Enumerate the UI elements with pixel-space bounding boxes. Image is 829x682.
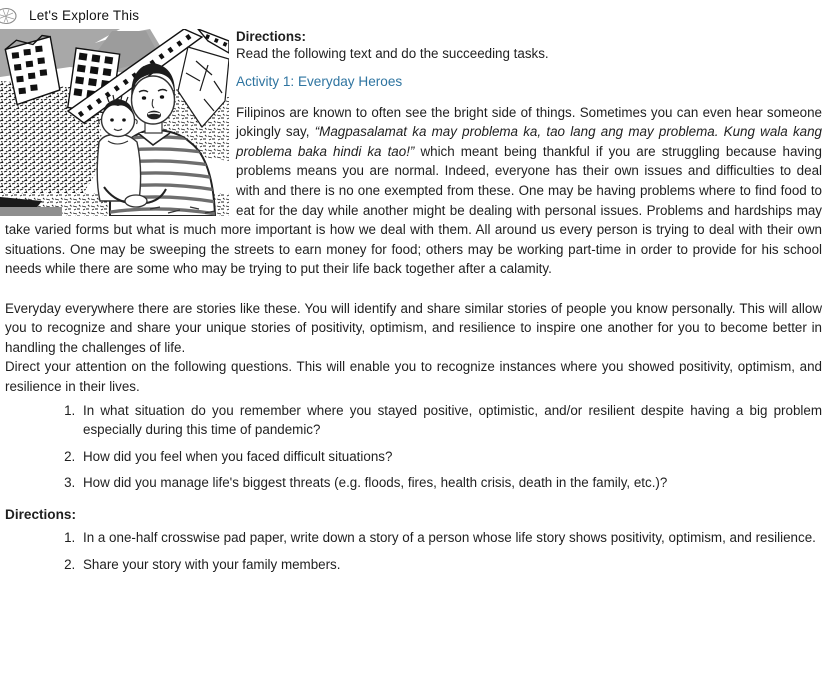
task-list (5, 528, 822, 574)
directions-top-label: Directions: (236, 29, 306, 44)
directions-top-text: Read the following text and do the succeeding tasks. (236, 45, 549, 61)
question-list (5, 401, 822, 493)
question-item-3: 3. How did you manage life's biggest threats (e.g. floods, fires, health crisis, death in the family, etc.)? (79, 473, 822, 493)
paragraph-2: Everyday everywhere there are stories like these. You will identify and share similar stories of people you know personally. This will allow you to recognize and share your unique stories of positivity, optimism, and resilience to inspire one another for you to become better in handling the challenges of life. (5, 300, 822, 355)
paragraph-1-lead: Filipinos are known to often see the bright side of things. Sometimes you can even hear someone jokingly say, (236, 104, 822, 140)
task-item-2: 2. Share your story with your family members. (79, 555, 822, 575)
task-item-1: 1. In a one-half crosswise pad paper, write down a story of a person whose life story shows positivity, optimism, and resilience. (79, 528, 822, 548)
paragraph-1-rest: which meant being thankful if you are struggling because having problems means you are normal. Indeed, everyone has their own issues and difficulties to deal with and there is no one exempted from these. One may be having problems where to find food to eat for the day while another might be dealing with personal issues. Problems and hardships may take varied forms but what is much more important is how we deal with them. All around us every person is trying to deal with their own situations. One may be sweeping the streets to earn money for food; others may be working part-time in order to provide for his school needs while there are some who may be trying to put their life back together after a calamity. (5, 143, 822, 277)
bottom-whitespace (5, 582, 822, 642)
mother-smile (147, 111, 161, 120)
activity-heading: Activity 1: Everyday Heroes (236, 74, 403, 89)
calamity-illustration (0, 29, 229, 216)
explore-icon (0, 4, 20, 26)
question-item-2: 2. How did you feel when you faced difficult situations? (79, 447, 822, 467)
question-item-1: 1. In what situation do you remember where you stayed positive, optimistic, and/or resilient despite having a big problem especially during this time of pandemic? (79, 401, 822, 440)
page-title: Let's Explore This (29, 7, 140, 23)
content-area (5, 29, 822, 642)
directions-bottom-label: Directions: (5, 506, 77, 522)
paragraph-3: Direct your attention on the following questions. This will enable you to recognize instances where you showed positivity, optimism, and resilience in their lives. (5, 359, 822, 394)
section-header (0, 3, 139, 27)
paragraph-1-quote: “Magpasalamat ka may problema ka, tao lang ang may problema. Kung wala kang problema baka hindi ka tao!” (236, 124, 822, 159)
mother-hand (125, 195, 147, 207)
